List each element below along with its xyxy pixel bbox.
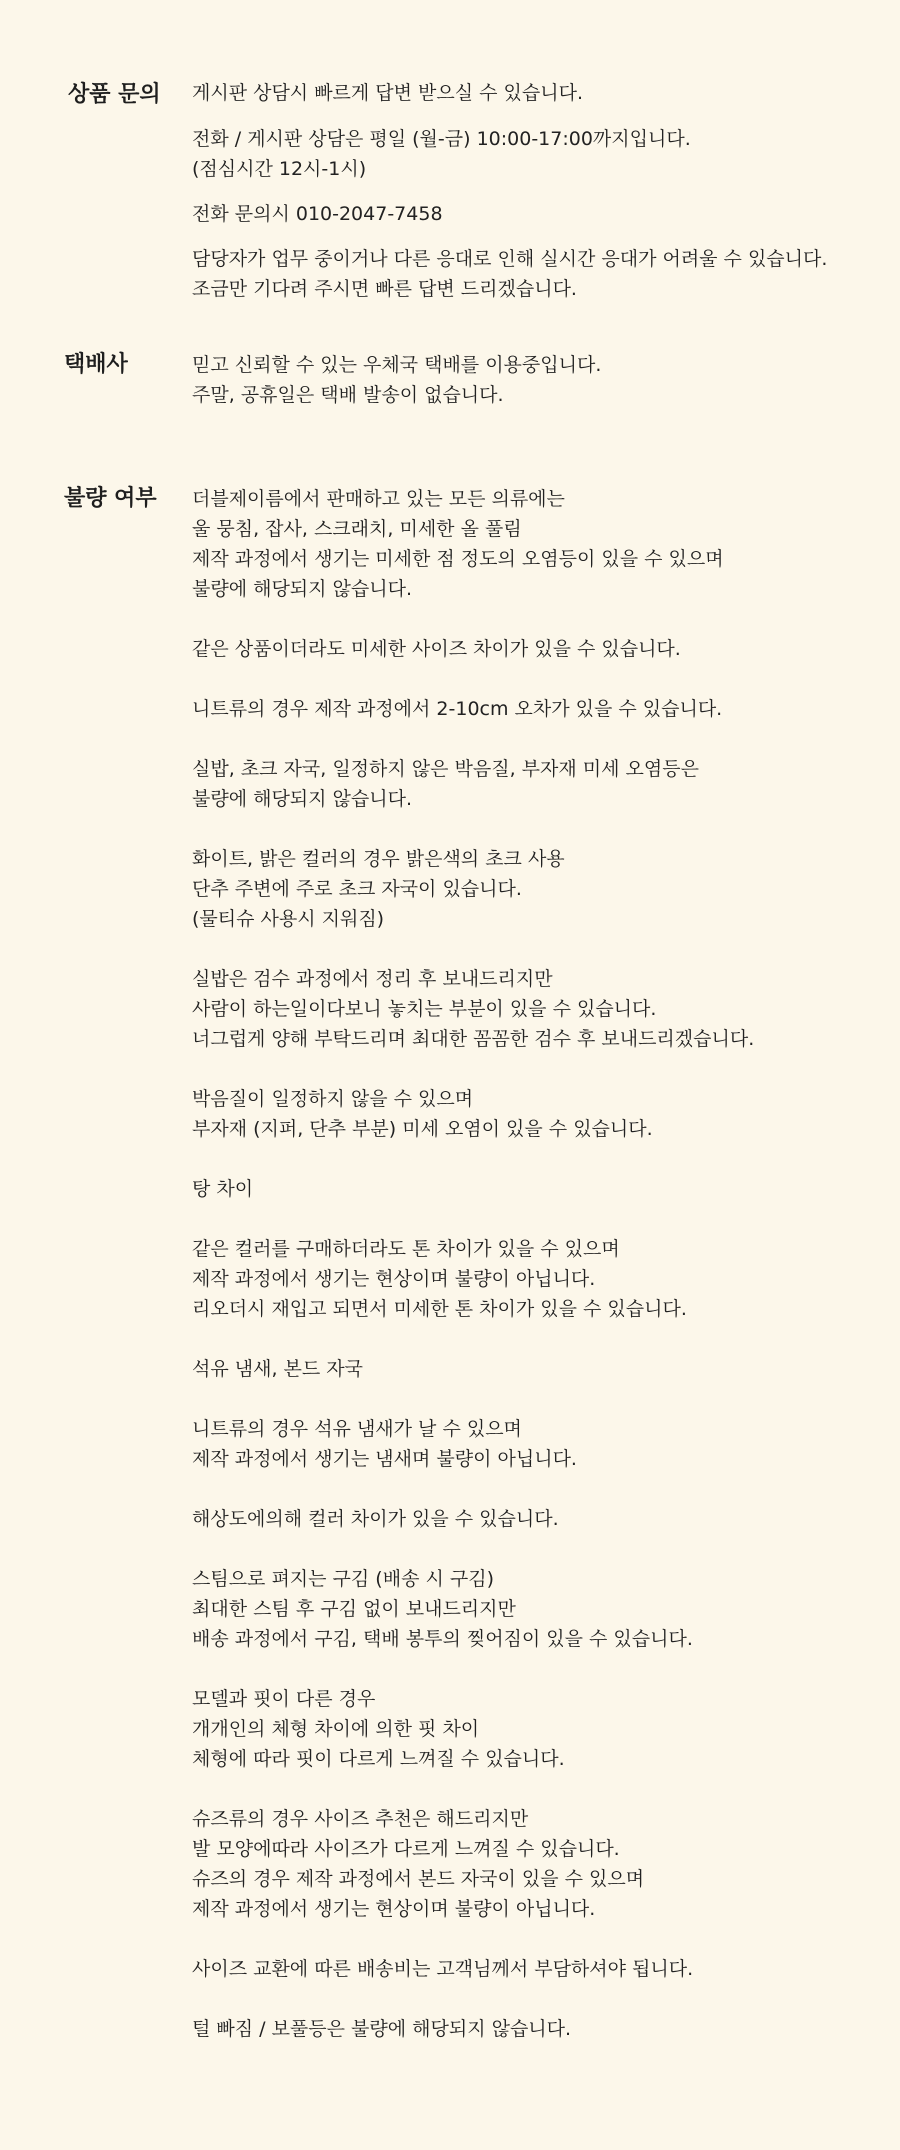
paragraph [192,78,882,108]
paragraph [192,1804,882,1924]
paragraph [192,964,882,1054]
text-line: 더블제이름에서 판매하고 있는 모든 의류에는 [192,488,565,510]
paragraph [192,1564,882,1654]
text-line: 같은 컬러를 구매하더라도 톤 차이가 있을 수 있으며 [192,1238,620,1260]
text-line: 사이즈 교환에 따른 배송비는 고객님께서 부담하셔야 됩니다. [192,1958,694,1980]
text-line: 같은 상품이더라도 미세한 사이즈 차이가 있을 수 있습니다. [192,638,681,660]
section-content-courier [192,350,882,410]
paragraph [192,1174,882,1204]
text-line: 체형에 따라 핏이 다르게 느껴질 수 있습니다. [192,1748,565,1770]
text-line: 배송 과정에서 구김, 택배 봉투의 찢어짐이 있을 수 있습니다. [192,1628,693,1650]
paragraph [192,754,882,814]
text-line: 실밥, 초크 자국, 일정하지 않은 박음질, 부자재 미세 오염등은 [192,758,699,780]
paragraph [192,244,882,304]
paragraph [192,694,882,724]
text-line: 담당자가 업무 중이거나 다른 응대로 인해 실시간 응대가 어려울 수 있습니다. [192,248,828,270]
text-line: 제작 과정에서 생기는 미세한 점 정도의 오염등이 있을 수 있으며 [192,548,724,570]
text-line: 너그럽게 양해 부탁드리며 최대한 꼼꼼한 검수 후 보내드리겠습니다. [192,1028,755,1050]
text-line: 실밥은 검수 과정에서 정리 후 보내드리지만 [192,968,553,990]
text-line: (점심시간 12시-1시) [192,158,367,180]
section-content-defect-policy [192,484,882,2074]
text-line: 박음질이 일정하지 않을 수 있으며 [192,1088,474,1110]
section-content-product-inquiry [192,78,882,319]
text-line: 니트류의 경우 석유 냄새가 날 수 있으며 [192,1418,522,1440]
text-line: 화이트, 밝은 컬러의 경우 밝은색의 초크 사용 [192,848,565,870]
text-line: 슈즈의 경우 제작 과정에서 본드 자국이 있을 수 있으며 [192,1868,645,1890]
paragraph [192,2014,882,2044]
text-line: 리오더시 재입고 되면서 미세한 톤 차이가 있을 수 있습니다. [192,1298,687,1320]
paragraph [192,484,882,604]
text-line: 니트류의 경우 제작 과정에서 2-10cm 오차가 있을 수 있습니다. [192,698,723,720]
text-line: 게시판 상담시 빠르게 답변 받으실 수 있습니다. [192,82,584,104]
paragraph [192,199,882,229]
text-line: 최대한 스팀 후 구김 없이 보내드리지만 [192,1598,516,1620]
text-line: 슈즈류의 경우 사이즈 추천은 해드리지만 [192,1808,529,1830]
paragraph [192,1084,882,1144]
text-line: 석유 냄새, 본드 자국 [192,1358,363,1380]
paragraph [192,124,882,184]
section-label-defect-policy: 불량 여부 [64,486,157,511]
text-line: 탕 차이 [192,1178,254,1200]
text-line: 주말, 공휴일은 택배 발송이 없습니다. [192,384,504,406]
paragraph [192,844,882,934]
text-line: 털 빠짐 / 보풀등은 불량에 해당되지 않습니다. [192,2018,572,2040]
text-line: (물티슈 사용시 지워짐) [192,908,385,930]
text-line: 제작 과정에서 생기는 냄새며 불량이 아닙니다. [192,1448,577,1470]
text-line: 울 뭉침, 잡사, 스크래치, 미세한 올 풀림 [192,518,522,540]
text-line: 개개인의 체형 차이에 의한 핏 차이 [192,1718,480,1740]
text-line: 발 모양에따라 사이즈가 다르게 느껴질 수 있습니다. [192,1838,620,1860]
text-line: 믿고 신뢰할 수 있는 우체국 택배를 이용중입니다. [192,354,602,376]
text-line: 전화 / 게시판 상담은 평일 (월-금) 10:00-17:00까지입니다. [192,128,691,150]
paragraph [192,1504,882,1534]
paragraph [192,1954,882,1984]
paragraph [192,1684,882,1774]
text-line: 조금만 기다려 주시면 빠른 답변 드리겠습니다. [192,278,577,300]
section-label-courier: 택배사 [64,352,128,377]
text-line: 단추 주변에 주로 초크 자국이 있습니다. [192,878,522,900]
section-label-product-inquiry: 상품 문의 [68,82,161,107]
text-line: 스팀으로 펴지는 구김 (배송 시 구김) [192,1568,494,1590]
text-line: 불량에 해당되지 않습니다. [192,578,413,600]
text-line: 모델과 핏이 다른 경우 [192,1688,376,1710]
text-line: 부자재 (지퍼, 단추 부분) 미세 오염이 있을 수 있습니다. [192,1118,653,1140]
text-line: 해상도에의해 컬러 차이가 있을 수 있습니다. [192,1508,559,1530]
text-line: 불량에 해당되지 않습니다. [192,788,413,810]
text-line: 제작 과정에서 생기는 현상이며 불량이 아닙니다. [192,1268,596,1290]
paragraph [192,350,882,410]
phone-number-line: 전화 문의시 010-2047-7458 [192,203,443,225]
paragraph [192,634,882,664]
paragraph [192,1234,882,1324]
paragraph [192,1354,882,1384]
text-line: 사람이 하는일이다보니 놓치는 부분이 있을 수 있습니다. [192,998,657,1020]
text-line: 제작 과정에서 생기는 현상이며 불량이 아닙니다. [192,1898,596,1920]
paragraph [192,1414,882,1474]
